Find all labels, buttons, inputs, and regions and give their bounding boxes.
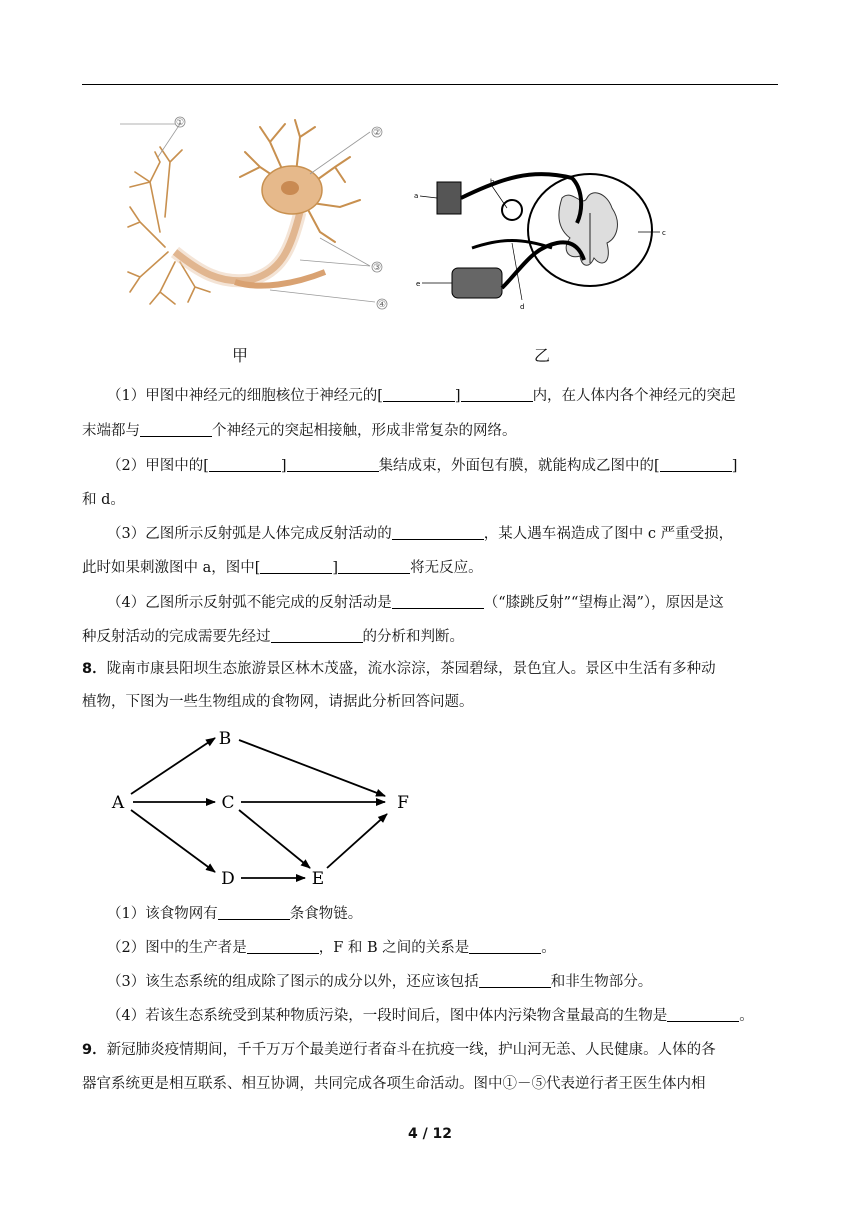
answer-blank[interactable] [383,387,455,402]
q8-sub2: （2）图中的生产者是 ，F 和 B 之间的关系是 。 [107,940,556,956]
answer-blank[interactable] [469,939,541,954]
neuron-label-3: ③ [372,263,382,273]
arc-label-b: b [490,178,495,186]
answer-blank[interactable] [392,594,484,609]
q7-sub2: （2）甲图中的[ ] 集结成束，外面包有膜，就能构成乙图中的[ ] [107,458,738,474]
answer-blank[interactable] [479,973,551,988]
food-web-node-b: B [218,729,232,749]
q8-sub1: （1）该食物网有 条食物链。 [107,906,363,922]
answer-blank[interactable] [392,525,484,540]
header-rule [82,84,778,85]
answer-blank[interactable] [660,457,732,472]
answer-blank[interactable] [667,1007,739,1022]
neuron-diagram [120,112,400,312]
neuron-label-1: ① [175,118,185,128]
page-number: 4 / 12 [407,1126,453,1142]
q9-intro-cont: 器官系统更是相互联系、相互协调，共同完成各项生命活动。图中①－⑤代表逆行者王医生体内相 [82,1076,706,1092]
q7-sub1-cont: 末端都与 个神经元的突起相接触，形成非常复杂的网络。 [82,423,517,439]
food-web-node-e: E [311,869,325,889]
food-web-node-f: F [397,793,409,813]
answer-blank[interactable] [461,387,533,402]
answer-blank[interactable] [260,559,332,574]
neuron-label-2: ② [372,128,382,138]
answer-blank[interactable] [140,422,212,437]
q8-intro: 8．陇南市康县阳坝生态旅游景区林木茂盛，流水淙淙，茶园碧绿，景色宜人。景区中生活有多种动 [82,661,716,677]
q8-sub4: （4）若该生态系统受到某种物质污染，一段时间后，图中体内污染物含量最高的生物是 。 [107,1008,754,1024]
q9-intro: 9．新冠肺炎疫情期间，千千万万个最美逆行者奋斗在抗疫一线，护山河无恙、人民健康。人体的各 [82,1042,716,1058]
neuron-label-4: ④ [377,300,387,310]
q8-sub3: （3）该生态系统的组成除了图示的成分以外，还应该包括 和非生物部分。 [107,974,653,990]
q7-sub2-cont: 和 d。 [82,492,125,508]
arc-label-e: e [416,280,421,288]
answer-blank[interactable] [338,559,410,574]
q7-sub3-cont: 此时如果刺激图中 a，图中[ ] 将无反应。 [82,560,483,576]
answer-blank[interactable] [218,905,290,920]
figure-caption-jia: 甲 [232,346,249,365]
q7-sub4-cont: 种反射活动的完成需要先经过 的分析和判断。 [82,629,464,645]
figure-caption-yi: 乙 [534,346,551,365]
food-web-node-d: D [221,869,235,889]
q7-sub1: （1）甲图中神经元的细胞核位于神经元的[ ] 内，在人体内各个神经元的突起 [107,388,736,404]
answer-blank[interactable] [287,457,379,472]
answer-blank[interactable] [271,628,363,643]
q8-intro-cont: 植物，下图为一些生物组成的食物网，请据此分析回答问题。 [82,694,474,710]
answer-blank[interactable] [209,457,281,472]
food-web-diagram [105,722,425,892]
arc-label-a: a [414,192,419,200]
q7-sub4: （4）乙图所示反射弧不能完成的反射活动是 （“膝跳反射”“望梅止渴”），原因是这 [107,595,724,611]
answer-blank[interactable] [247,939,319,954]
arc-label-c: c [662,229,666,237]
arc-label-d: d [520,303,525,311]
q7-sub3: （3）乙图所示反射弧是人体完成反射活动的 ，某人遇车祸造成了图中 c 严重受损， [107,526,734,542]
reflex-arc-diagram [412,168,677,318]
food-web-node-a: A [111,793,125,813]
food-web-node-c: C [221,793,235,813]
